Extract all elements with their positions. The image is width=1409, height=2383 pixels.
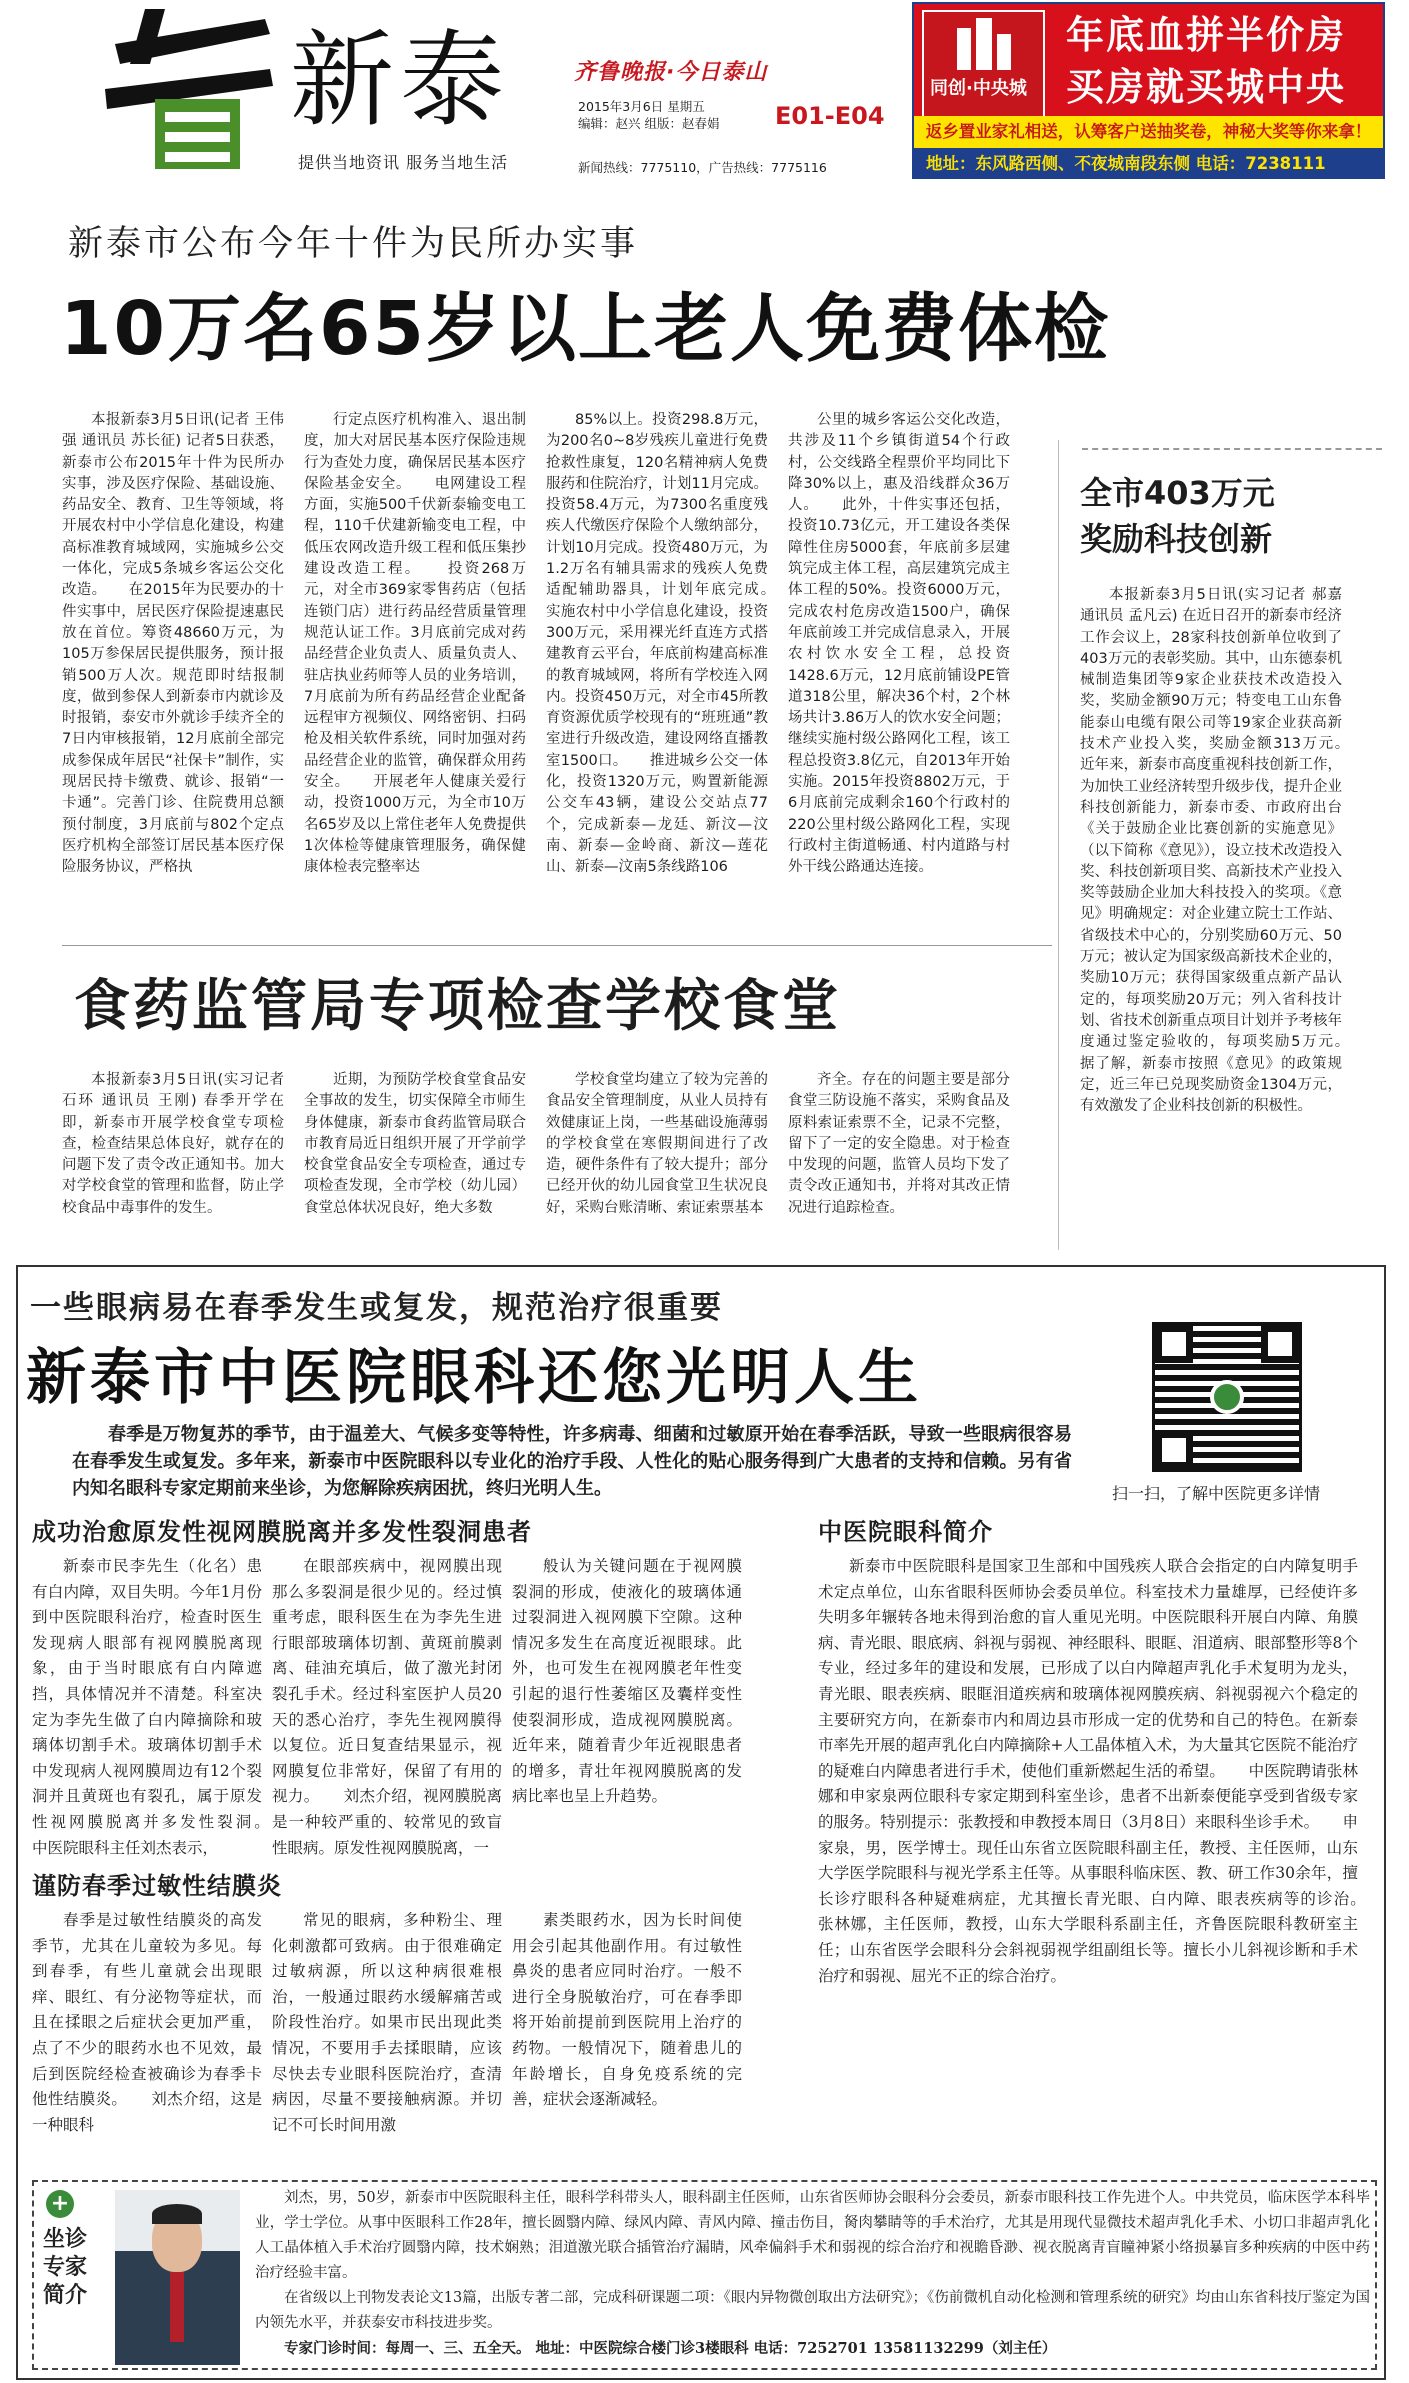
real-estate-ad[interactable] <box>912 2 1385 179</box>
expert-publications: 在省级以上刊物发表论文13篇，出版专著二部，完成科研课题二项：《眼内异物微创取出方法研究》；《伤前微机自动化检测和管理系统的研究》均由山东省科技厅鉴定为国内领先水平，并获泰安市科技进步奖。 <box>255 2290 1370 2331</box>
date-line <box>578 98 719 132</box>
eye-title: 新泰市中医院眼科还您光明人生 <box>26 1343 922 1413</box>
expert-label: 坐诊专家简介 <box>42 2227 87 2308</box>
story3-title: 食药监管局专项检查学校食堂 <box>74 974 841 1039</box>
story2-body: 本报新泰3月5日讯(实习记者 郝嘉 通讯员 孟凡云) 在近日召开的新泰市经济工作会议上，28家科技创新单位收到了403万元的表彰奖励。其中，山东德泰机械制造集团等9家企业获技术改造投入奖，奖励金额90万元；特变电工山东鲁能泰山电缆有限公司等19家企业获高新技术产业投入奖，奖励金额313万元。 近年来，新泰市高度重视科技创新工作，为加快工业经济转型升级步伐，提升企业科技创新能力，新泰市委、市政府出台《关于鼓励企业比赛创新的实施意见》（以下简称《意见》），设立技术改造投入奖、科技创新项目奖、高新技术产业投入奖等鼓励企业加大科技投入的奖项。《意见》明确规定：对企业建立院士工作站、省级技术中心的，分别奖励60万元、50万元；被认定为国家级高新技术企业的，奖励10万元；获得国家级重点新产品认定的，每项奖励20万元；列入省科技计划、省技术创新重点项目计划并予考核年度通过鉴定验收的，每项奖励5万元。 据了解，新泰市按照《意见》的政策规定，近三年已兑现奖励资金1304万元，有效激发了企业科技创新的积极性。 <box>1080 587 1342 1115</box>
paper-name: 齐鲁晚报·今日泰山 <box>574 60 768 85</box>
eye-subtitle: 一些眼病易在春季发生或复发，规范治疗很重要 <box>30 1290 723 1326</box>
ad-address: 地址：东风路西侧、不夜城南段东侧 电话：7238111 <box>914 148 1383 179</box>
story1-subtitle: 新泰市公布今年十件为民所办实事 <box>68 224 639 264</box>
masthead-xintai: 新泰 <box>290 19 511 141</box>
expert-bio: 刘杰，男，50岁，新泰市中医院眼科主任，眼科学科带头人，眼科副主任医师，山东省医师协会眼科分会委员，新泰市眼科技工作先进个人。中共党员，临床医学本科毕业，学士学位。从事中医眼科工作28年，擅长圆翳内障、绿风内障、青风内障、撞击伤目，胬肉攀睛等的手术治疗，尤其是用现代显微技术超声乳化手术、小切口非超声乳化人工晶体植入手术治疗圆翳内障，技术娴熟；泪道激光联合插管治疗漏睛，风牵偏斜手术和弱视的综合治疗和视瞻昏渺、视衣脱离青盲瞳神紧小络损暴盲多种疾病的中医中药治疗经验丰富。 <box>255 2190 1370 2281</box>
section1-col1: 新泰市民李先生（化名）患有白内障，双目失明。今年1月份到中医院眼科治疗，检查时医生发现病人眼部有视网膜脱离现象，由于当时眼底有白内障遮挡，具体情况并不清楚。科室决定为李先生做了白内障摘除和玻璃体切割手术。玻璃体切割手术中发现病人视网膜周边有12个裂洞并且黄斑也有裂孔，属于原发性视网膜脱离并多发性裂洞。 中医院眼科主任刘杰表示， <box>32 1557 262 1857</box>
divider-h <box>62 945 1052 946</box>
qr-code-icon[interactable] <box>1152 1322 1302 1472</box>
section3-title: 中医院眼科简介 <box>818 1518 993 1546</box>
section3-body: 新泰市中医院眼科是国家卫生部和中国残疾人联合会指定的白内障复明手术定点单位，山东省眼科医师协会委员单位。科室技术力量雄厚，已经使许多失明多年辗转各地未得到治愈的盲人重见光明。中医院眼科开展白内障、角膜病、青光眼、眼底病、斜视与弱视、神经眼科、眼眶、泪道病、眼部整形等8个专业，经过多年的建设和发展，已形成了以白内障超声乳化手术复明为龙头，青光眼、眼表疾病、眼眶泪道疾病和玻璃体视网膜疾病、斜视弱视六个稳定的主要研究方向，在新泰市内和周边县市形成一定的优势和自己的特色。在新泰市率先开展的超声乳化白内障摘除+人工晶体植入术，为大量其它医院不能治疗的疑难白内障患者进行手术，使他们重新燃起生活的希望。 中医院聘请张林娜和申家泉两位眼科专家定期到科室坐诊，患者不出新泰便能享受到省级专家的服务。特别提示：张教授和申教授本周日（3月8日）来眼科坐诊手术。 申家泉，男，医学博士。现任山东省立医院眼科副主任，教授、主任医师，山东大学医学院眼科与视光学系主任等。从事眼科临床医、教、研工作30余年，擅长诊疗眼科各种疑难病症，尤其擅长青光眼、白内障、眼表疾病等的诊治。 张林娜，主任医师，教授，山东大学眼科系副主任，齐鲁医院眼科教研室主任；山东省医学会眼科分会斜视弱视学组副组长等。擅长小儿斜视诊断和手术治疗和弱视、屈光不正的综合治疗。 <box>818 1557 1358 1985</box>
ad-subline: 返乡置业家礼相送，认筹客户送抽奖卷，神秘大奖等你来拿！ <box>914 116 1383 148</box>
editors-text: 编辑：赵兴 组版：赵春娟 <box>578 116 720 131</box>
story3-col4: 齐全。存在的问题主要是部分食堂三防设施不落实，采购食品及原料索证索票不全，记录不完整，留下了一定的安全隐患。对于检查中发现的问题，监管人员均下发了责令改正通知书，并将对其改正情况进行追踪检查。 <box>788 1072 1010 1216</box>
ad-logo-text: 同创·中央城 <box>930 78 1027 99</box>
building-icon <box>949 18 1019 70</box>
section2-col2: 常见的眼病，多种粉尘、理化刺激都可致病。由于很难确定过敏病源，所以这种病很难根治，一般通过眼药水缓解痛苦或阶段性治疗。如果市民出现此类情况，不要用手去揉眼睛，应该尽快去专业眼科医院治疗，查清病因，尽量不要接触病源。并切记不可长时间用激 <box>272 1911 502 2134</box>
section1-col2: 在眼部疾病中，视网膜出现那么多裂洞是很少见的。经过慎重考虑，眼科医生在为李先生进行眼部玻璃体切割、黄斑前膜剥离、硅油充填后，做了激光封闭裂孔手术。经过科室医护人员20天的悉心治疗，李先生视网膜得以复位。近日复查结果显示，视网膜复位非常好，保留了有用的视力。 刘杰介绍，视网膜脱离是一种较严重的、较常见的致盲性眼病。原发性视网膜脱离，一 <box>272 1557 502 1857</box>
plus-icon: + <box>46 2190 74 2218</box>
expert-text <box>255 2186 1370 2361</box>
expert-contact: 专家门诊时间：每周一、三、五全天。 地址：中医院综合楼门诊3楼眼科 电话：7252701 13581132299（刘主任） <box>284 2340 1057 2357</box>
masthead-slogan: 提供当地资讯 服务当地生活 <box>298 153 509 172</box>
eye-intro: 春季是万物复苏的季节，由于温差大、气候多变等特性，许多病毒、细菌和过敏原开始在春季活跃，导致一些眼病很容易在春季发生或复发。多年来，新泰市中医院眼科以专业化的治疗手段、人性化的贴心服务得到广大患者的支持和信赖。另有省内知名眼科专家定期前来坐诊，为您解除疾病困扰，终归光明人生。 <box>72 1424 1072 1499</box>
expert-photo <box>115 2190 240 2365</box>
story3-col3: 学校食堂均建立了较为完善的食品安全管理制度，从业人员持有效健康证上岗，一些基础设施薄弱的学校食堂在寒假期间进行了改造，硬件条件有了较大提升；部分已经开伙的幼儿园食堂卫生状况良好，采购台账清晰、索证索票基本 <box>546 1072 768 1216</box>
section2-title: 谨防春季过敏性结膜炎 <box>32 1872 282 1900</box>
section1-title: 成功治愈原发性视网膜脱离并多发性裂洞患者 <box>32 1518 532 1546</box>
story1-col3: 85%以上。投资298.8万元，为200名0~8岁残疾儿童进行免费抢救性康复，120名精神病人免费服药和住院治疗，计划11月完成。投资58.4万元，为7300名重度残疾人代缴医疗保险个人缴纳部分，计划10月完成。投资480万元，为1.2万名有辅具需求的残疾人免费适配辅助器具，计划年底完成。 实施农村中小学信息化建设，投资300万元，采用裸光纤直连方式搭建教育云平台，年底前构建高标准的教育城域网，将所有学校连入网内。投资450万元，对全市45所教育资源优质学校现有的“班班通”教室进行升级改造，建设网络直播教室1500口。 推进城乡公交一体化，投资1320万元，购置新能源公交车43辆，建设公交站点77个，完成新泰—龙廷、新汶—汶南、新泰—金岭商、新汶—莲花山、新泰—汶南5条线路106 <box>546 412 768 876</box>
section2-col3: 素类眼药水，因为长时间使用会引起其他副作用。有过敏性鼻炎的患者应同时治疗。一般不进行全身脱敏治疗，可在春季即将开始前提前到医院用上治疗的药物。一般情况下，随着患儿的年龄增长，自身免疫系统的完善，症状会逐渐减轻。 <box>512 1911 742 2109</box>
kan-logo <box>95 4 285 174</box>
divider-v <box>1058 440 1059 1250</box>
section2-col1: 春季是过敏性结膜炎的高发季节，尤其在儿童较为多见。每到春季，有些儿童就会出现眼痒、眼红、有分泌物等症状，而且在揉眼之后症状会更加严重，点了不少的眼药水也不见效，最后到医院经检查被确诊为春季卡他性结膜炎。 刘杰介绍，这是一种眼科 <box>32 1911 262 2134</box>
story2-title: 全市403万元 奖励科技创新 <box>1080 474 1275 558</box>
ad-headline-1: 年底血拼半价房 <box>1066 13 1347 57</box>
story1-col2: 行定点医疗机构准入、退出制度，加大对居民基本医疗保险违规行为查处力度，确保居民基本医疗保险基金安全。 电网建设工程方面，实施500千伏新泰输变电工程，110千伏建新输变电工程，中低压农网改造升级工程和低压集抄建设改造工程。 投资268万元，对全市369家零售药店（包括连锁门店）进行药品经营质量管理规范认证工作。3月底前完成对药品经营企业负责人、质量负责人、驻店执业药师等人员的业务培训，7月底前为所有药品经营企业配备远程审方视频仪、网络密钥、扫码枪及相关软件系统，同时加强对药品经营企业的监管，确保群众用药安全。 开展老年人健康关爱行动，投资1000万元，为全市10万名65岁及以上常住老年人免费提供1次体检等健康管理服务，确保健康体检表完整率达 <box>304 412 526 876</box>
ad-headline-2: 买房就买城中央 <box>1066 65 1347 109</box>
side-divider <box>1082 448 1382 450</box>
section1-col3: 般认为关键问题在于视网膜裂洞的形成，使液化的玻璃体通过裂洞进入视网膜下空隙。这种情况多发生在高度近视眼球。此外，也可发生在视网膜老年性变引起的退行性萎缩区及囊样变性使裂洞形成，造成视网膜脱离。近年来，随着青少年近视眼患者的增多，青壮年视网膜脱离的发病比率也呈上升趋势。 <box>512 1557 742 1806</box>
story1-title: 10万名65岁以上老人免费体检 <box>60 286 1110 372</box>
date-text: 2015年3月6日 星期五 <box>578 99 705 114</box>
ad-logo <box>922 10 1045 120</box>
story3-col1: 本报新泰3月5日讯(实习记者 石环 通讯员 王刚) 春季开学在即，新泰市开展学校食堂专项检查，检查结果总体良好，就存在的问题下发了责令改正通知书。加大对学校食堂的管理和监督，防止学校食品中毒事件的发生。 <box>62 1072 284 1216</box>
page-code: E01-E04 <box>775 102 885 130</box>
story3-col2: 近期，为预防学校食堂食品安全事故的发生，切实保障全市师生身体健康，新泰市食药监管局联合市教育局近日组织开展了开学前学校食堂食品安全专项检查，通过专项检查发现，全市学校（幼儿园）食堂总体状况良好，绝大多数 <box>304 1072 526 1216</box>
story1-col4: 公里的城乡客运公交化改造，共涉及11个乡镇街道54个行政村，公交线路全程票价平均同比下降30%以上，惠及沿线群众36万人。 此外，十件实事还包括，投资10.73亿元，开工建设各类保障性住房5000套，年底前多层建筑完成主体工程，高层建筑完成主体工程的50%。投资6000万元，完成农村危房改造1500户，确保年底前竣工并完成信息录入，开展农村饮水安全工程，总投资1428.6万元，12月底前铺设PE管道318公里，解决36个村，2个林场共计3.86万人的饮水安全问题；继续实施村级公路网化工程，该工程总投资3.8亿元，自2013年开始实施。2015年投资8802万元，于6月底前完成剩余160个行政村的220公里村级公路网化工程，实现行政村主街道畅通、村内道路与村外干线公路通达连接。 <box>788 412 1010 876</box>
qr-caption: 扫一扫，了解中医院更多详情 <box>1112 1484 1321 1503</box>
hotline: 新闻热线：7775110，广告热线：7775116 <box>578 160 827 175</box>
hospital-emblem-icon <box>1210 1380 1244 1414</box>
story1-col1: 本报新泰3月5日讯(记者 王伟强 通讯员 苏长征) 记者5日获悉，新泰市公布2015年十件为民所办实事，涉及医疗保险、基础设施、药品安全、教育、卫生等领域，将开展农村中小学信息化建设，构建高标准教育城域网，实施城乡公交一体化，完成5条城乡客运公交化改造。 在2015年为民要办的十件实事中，居民医疗保险提速惠民放在首位。筹资48660万元，为105万参保居民提供服务，预计报销500万人次。规范即时结报制度，做到参保人到新泰市内就诊及时报销，泰安市外就诊手续齐全的7日内审核报销，12月底前全部完成参保成年居民“社保卡”制作，实现居民持卡缴费、就诊、报销“一卡通”。完善门诊、住院费用总额预付制度，3月底前与802个定点医疗机构全部签订居民基本医疗保险服务协议，严格执 <box>62 412 284 876</box>
